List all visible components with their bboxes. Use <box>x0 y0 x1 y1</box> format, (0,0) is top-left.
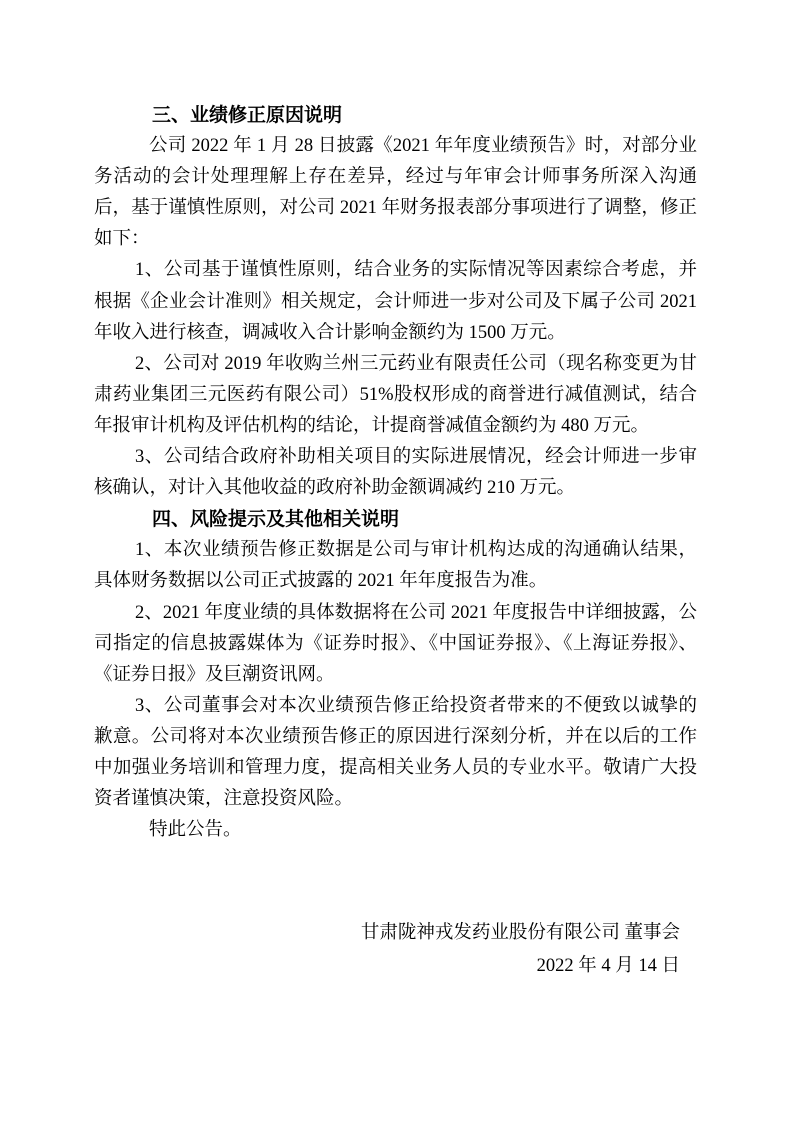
paragraph-reason-intro: 公司 2022 年 1 月 28 日披露《2021 年年度业绩预告》时，对部分业务活动的会计处理理解上存在差异，经过与年审会计师事务所深入沟通后，基于谨慎性原则，对公司 2021 年财务报表部分事项进行了调整，修正如下： <box>94 136 697 250</box>
paragraph-reason-item-2: 2、公司对 2019 年收购兰州三元药业有限责任公司（现名称变更为甘肃药业集团三元医药有限公司）51%股权形成的商誉进行减值测试，结合年报审计机构及评估机构的结论，计提商誉减值金额约为 480 万元。 <box>94 353 697 436</box>
section-heading-risk: 四、风险提示及其他相关说明 <box>152 509 400 531</box>
document-body <box>94 100 697 982</box>
paragraph-risk-item-3: 3、公司董事会对本次业绩预告修正给投资者带来的不便致以诚挚的歉意。公司将对本次业绩预告修正的原因进行深刻分析，并在以后的工作中加强业务培训和管理力度，提高相关业务人员的专业水平。敬请广大投资者谨慎决策，注意投资风险。 <box>94 695 697 810</box>
signature-company: 甘肃陇神戎发药业股份有限公司 董事会 <box>360 923 680 944</box>
signature-block <box>94 917 697 982</box>
paragraph-risk-item-1: 1、本次业绩预告修正数据是公司与审计机构达成的沟通确认结果，具体财务数据以公司正式披露的 2021 年年度报告为准。 <box>94 540 697 592</box>
paragraph-reason-item-1: 1、公司基于谨慎性原则，结合业务的实际情况等因素综合考虑，并根据《企业会计准则》相关规定，会计师进一步对公司及下属子公司 2021 年收入进行核查，调减收入合计影响金额约为 1500 万元。 <box>94 260 697 343</box>
paragraph-reason-item-3: 3、公司结合政府补助相关项目的实际进展情况，经会计师进一步审核确认，对计入其他收益的政府补助金额调减约 210 万元。 <box>94 447 697 499</box>
paragraph-risk-item-2: 2、2021 年度业绩的具体数据将在公司 2021 年度报告中详细披露，公司指定的信息披露媒体为《证券时报》、《中国证券报》、《上海证券报》、《证券日报》及巨潮资讯网。 <box>94 602 697 685</box>
signature-date: 2022 年 4 月 14 日 <box>536 955 680 976</box>
section-heading-reason: 三、业绩修正原因说明 <box>152 105 343 126</box>
closing-statement: 特此公告。 <box>149 820 242 841</box>
